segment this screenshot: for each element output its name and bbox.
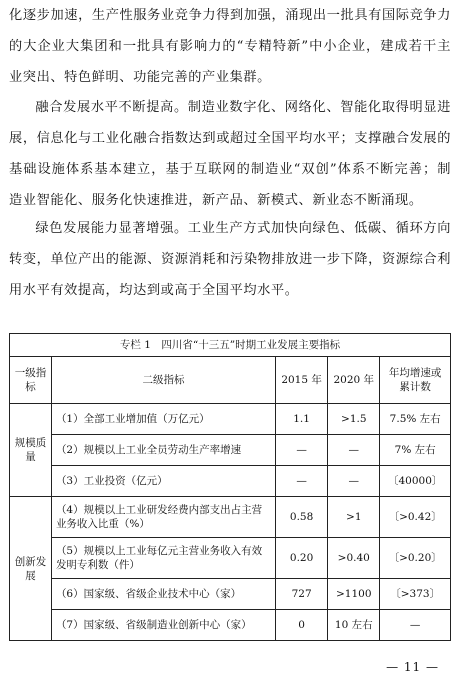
value-2020: 10 左右 (328, 610, 380, 641)
value-2020: >0.40 (328, 538, 380, 579)
table-row (10, 435, 451, 466)
value-avg: 〔>373〕 (380, 579, 451, 610)
paragraph-continuation: 化逐步加速，生产性服务业竞争力得到加强，涌现出一批具有国际竞争力的大企业大集团和一批具有影响力的“专精特新”中小企业，建成若干主业突出、特色鲜明、功能完善的产业集群。 (9, 8, 451, 85)
value-2015: 0.20 (276, 538, 328, 579)
header-2015: 2015 年 (276, 357, 328, 404)
value-2020: — (328, 435, 380, 466)
indicator-cell: （1）全部工业增加值（万亿元） (51, 404, 275, 435)
header-avg: 年均增速或累计数 (380, 357, 451, 404)
value-avg: 〔40000〕 (380, 466, 451, 497)
table-caption: 专栏 1 四川省“十三五”时期工业发展主要指标 (10, 334, 451, 357)
indicator-cell: （2）规模以上工业全员劳动生产率增速 (51, 435, 275, 466)
indicator-cell: （5）规模以上工业每亿元主营业务收入有效发明专利数（件） (51, 538, 275, 579)
page-number: — 11 — (386, 660, 439, 674)
value-2015: — (276, 466, 328, 497)
value-avg: 7.5% 左右 (380, 404, 451, 435)
table-row (10, 538, 451, 579)
indicator-cell: （3）工业投资（亿元） (51, 466, 275, 497)
value-2020: >1 (328, 497, 380, 538)
value-avg: — (380, 610, 451, 641)
value-2015: — (276, 435, 328, 466)
indicator-cell: （6）国家级、省级企业技术中心（家） (51, 579, 275, 610)
indicator-table (9, 333, 451, 641)
value-avg: 〔>0.20〕 (380, 538, 451, 579)
table-row (10, 610, 451, 641)
value-2015: 0.58 (276, 497, 328, 538)
header-category: 一级指标 (10, 357, 52, 404)
value-2020: >1100 (328, 579, 380, 610)
value-avg: 〔>0.42〕 (380, 497, 451, 538)
value-2020: >1.5 (328, 404, 380, 435)
category-innovation: 创新发展 (10, 497, 52, 641)
paragraph-integration: 融合发展水平不断提高。制造业数字化、网络化、智能化取得明显进展，信息化与工业化融合指数达到或超过全国平均水平；支撑融合发展的基础设施体系基本建立，基于互联网的制造业“双创”体系不断完善；制造业智能化、服务化快速推进，新产品、新模式、新业态不断涌现。 (9, 100, 451, 208)
table-header-row (10, 357, 451, 404)
paragraph-green: 绿色发展能力显著增强。工业生产方式加快向绿色、低碳、循环方向转变，单位产出的能源、资源消耗和污染物排放进一步下降，资源综合利用水平有效提高，均达到或高于全国平均水平。 (9, 221, 451, 298)
value-2015: 0 (276, 610, 328, 641)
value-2015: 727 (276, 579, 328, 610)
header-2020: 2020 年 (328, 357, 380, 404)
value-2015: 1.1 (276, 404, 328, 435)
header-indicator: 二级指标 (51, 357, 275, 404)
value-2020: — (328, 466, 380, 497)
category-scale-quality: 规模质量 (10, 404, 52, 497)
table-row (10, 579, 451, 610)
table-row (10, 466, 451, 497)
table-row (10, 404, 451, 435)
indicator-cell: （4）规模以上工业研发经费内部支出占主营业务收入比重（%） (51, 497, 275, 538)
indicator-cell: （7）国家级、省级制造业创新中心（家） (51, 610, 275, 641)
table-row (10, 497, 451, 538)
value-avg: 7% 左右 (380, 435, 451, 466)
